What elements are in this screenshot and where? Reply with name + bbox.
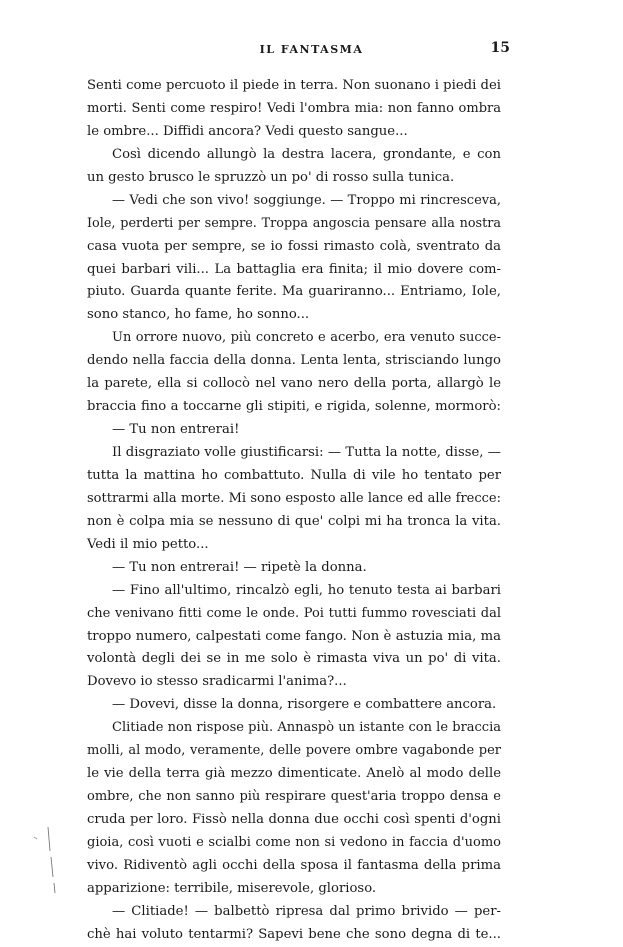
text-line: troppo numero, calpestati come fango. Non è astuzia mia, ma (87, 628, 501, 644)
page-number: 15 (490, 40, 510, 56)
text-line: — Clitiade! — balbettò ripresa dal primo brivido — per- (112, 903, 501, 919)
text-line: gioia, così vuoti e scialbi come non si vedono in faccia d'uomo (87, 834, 501, 850)
text-line: ombre, che non sanno più respirare quest'aria troppo densa e (87, 789, 501, 805)
text-line: molli, al modo, veramente, delle povere ombre vagabonde per (87, 743, 501, 759)
text-line: non è colpa mia se nessuno di que' colpi mi ha tronca la vita. (87, 513, 501, 529)
text-line: Senti come percuoto il piede in terra. Non suonano i piedi dei (87, 78, 501, 93)
text-line: Dovevo io stesso sradicarmi l'anima?... (87, 674, 347, 690)
text-line: cruda per loro. Fissò nella donna due occhi così spenti d'ogni (87, 812, 501, 827)
text-line: — Tu non entrerai! — ripetè la donna. (112, 559, 367, 575)
body-text (87, 75, 501, 947)
text-line: Il disgraziato volle giustificarsi: — Tutta la notte, disse, — (112, 445, 501, 460)
text-line: volontà degli dei se in me solo è rimasta viva un po' di vita. (87, 651, 501, 667)
text-line: Clitiade non rispose più. Annaspò un istante con le braccia (112, 720, 501, 736)
running-title: IL FANTASMA (259, 43, 364, 56)
text-line: quei barbari vili... La battaglia era finita; il mio dovere com- (87, 261, 501, 277)
text-line: sottrarmi alla morte. Mi sono esposto alle lance ed alle frecce: (87, 490, 501, 506)
text-line: — Vedi che son vivo! soggiunge. — Troppo mi rincresceva, (112, 192, 501, 208)
text-line: — Tu non entrerai! (112, 422, 240, 438)
text-line: che venivano fitti come le onde. Poi tutti fummo rovesciati dal (87, 605, 501, 621)
text-line: — Dovevi, disse la donna, risorgere e combattere ancora. (112, 697, 497, 713)
text-line: un gesto brusco le spruzzò un po' di rosso sulla tunica. (87, 169, 455, 185)
text-line: tutta la mattina ho combattuto. Nulla di vile ho tentato per (87, 467, 501, 483)
text-line: vivo. Ridiventò agli occhi della sposa il fantasma della prima (87, 857, 501, 873)
text-line: le vie della terra già mezzo dimenticate. Anelò al modo delle (87, 766, 501, 782)
text-line: chè hai voluto tentarmi? Sapevi bene che sono degna di te... (87, 926, 501, 942)
text-line: Vedi il mio petto... (87, 536, 209, 552)
text-line: Iole, perderti per sempre. Troppa angoscia pensare alla nostra (87, 215, 501, 231)
text-line: Così dicendo allungò la destra lacera, grondante, e con (112, 146, 501, 162)
text-line: dendo nella faccia della donna. Lenta lenta, strisciando lungo (87, 353, 501, 369)
text-line: la parete, ella si collocò nel vano nero della porta, allargò le (87, 376, 501, 392)
text-line: le ombre... Diffidi ancora? Vedi questo sangue... (87, 123, 408, 139)
text-line: — Fino all'ultimo, rincalzò egli, ho tenuto testa ai barbari (112, 582, 501, 598)
text-line: braccia fino a toccarne gli stipiti, e rigida, solenne, mormorò: (87, 399, 501, 415)
text-line: morti. Senti come respiro! Vedi l'ombra mia: non fanno ombra (87, 100, 501, 116)
text-line: sono stanco, ho fame, ho sonno... (87, 307, 310, 323)
text-line: casa vuota per sempre, se io fossi rimasto colà, sventrato da (87, 238, 501, 254)
text-line: apparizione: terribile, miserevole, glorioso. (87, 880, 377, 896)
text-line: Un orrore nuovo, più concreto e acerbo, era venuto succe- (112, 330, 501, 346)
margin-scan-mark (30, 825, 60, 895)
text-line: piuto. Guarda quante ferite. Ma guariranno... Entriamo, Iole, (87, 284, 501, 300)
